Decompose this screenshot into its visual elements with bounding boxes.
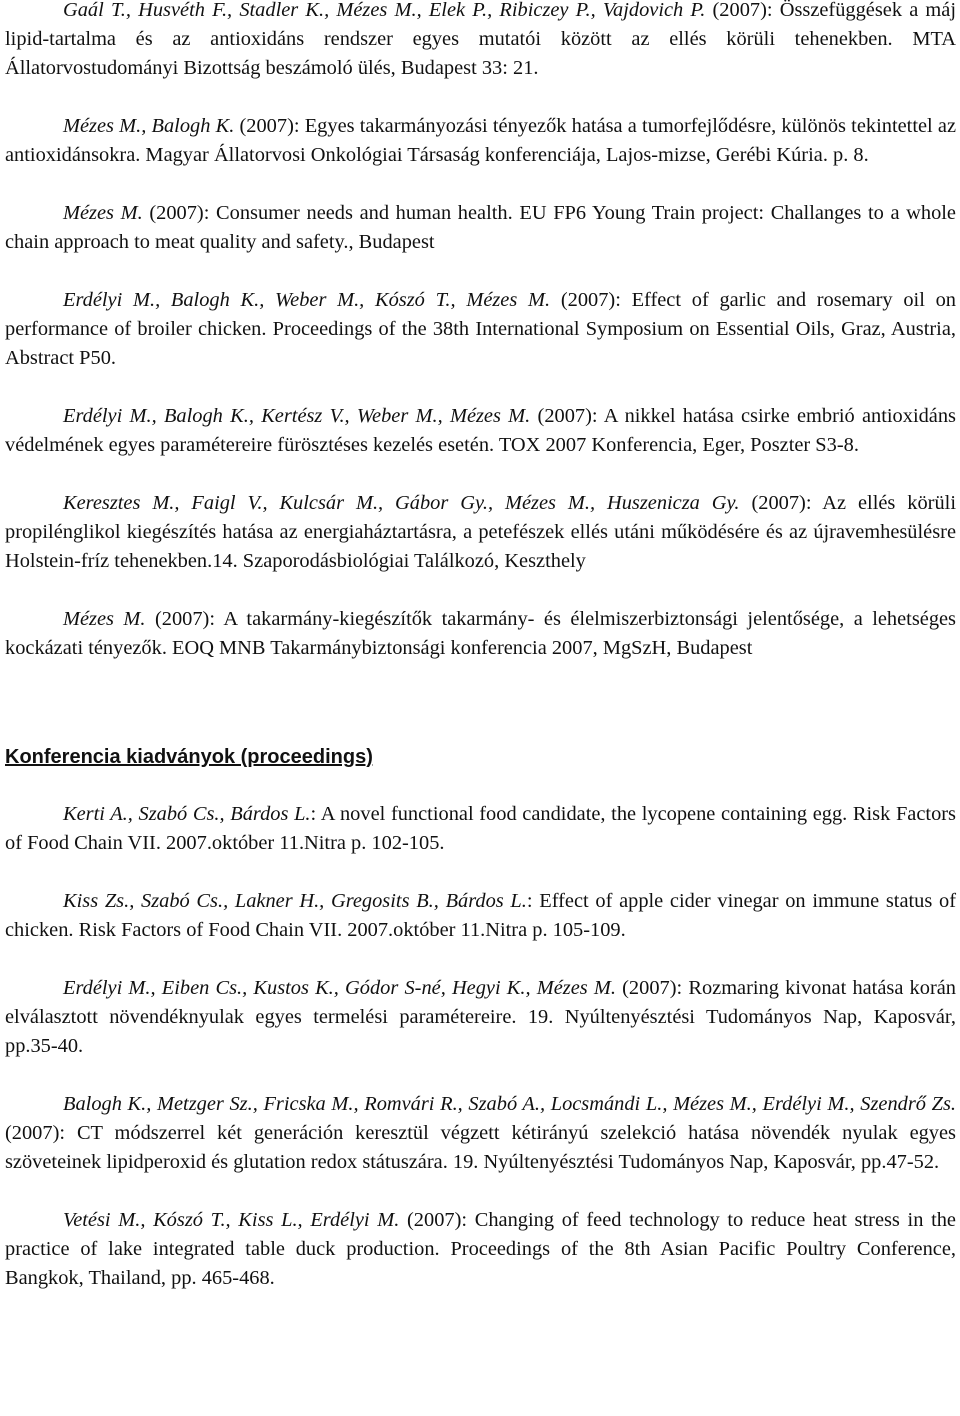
reference-text: : A nikkel hatása csirke embrió antioxidáns védelmének egyes paramétereire fürösztéses kezelés esetén. TOX 2007 Konferencia, Eger, Poszter S3-8. [5,405,956,456]
reference-entry [5,605,956,663]
reference-text: : A novel functional food candidate, the lycopene containing egg. Risk Factors of Food Chain VII. 2007.október 11.Nitra p. 102-105. [5,803,956,854]
reference-text: : Egyes takarmányozási tényezők hatása a tumorfejlődésre, különös tekintettel az antioxidánsokra. Magyar Állatorvosi Onkológiai Társaság konferenciája, Lajos-mizse, Gerébi Kúria. p. 8. [5,115,956,166]
reference-text: : Rozmaring kivonat hatása korán elválasztott növendéknyulak egyes termelési paramétereire. 19. Nyúltenyésztési Tudományos Nap, Kaposvár, pp.35-40. [5,977,956,1057]
reference-entry [5,974,956,1061]
reference-year: (2007) [149,202,204,224]
reference-text: : Changing of feed technology to reduce heat stress in the practice of lake integrated table duck production. Proceedings of the 8th Asian Pacific Poultry Conference, Bangkok, Thailand, pp. 465-468. [5,1209,956,1289]
reference-entry [5,0,956,83]
reference-entry [5,1206,956,1293]
reference-year: (2007) [622,977,677,999]
section-heading: Konferencia kiadványok (proceedings) [5,746,373,768]
reference-authors: Kerti A., Szabó Cs., Bárdos L. [63,803,311,825]
reference-year: (2007) [751,492,806,514]
reference-year: (2007) [239,115,294,137]
reference-year: (2007) [560,289,616,311]
reference-text: : Consumer needs and human health. EU FP6 Young Train project: Challanges to a whole chain approach to meat quality and safety., Budapest [5,202,956,253]
reference-text: : Effect of apple cider vinegar on immune status of chicken. Risk Factors of Food Chain VII. 2007.október 11.Nitra p. 105-109. [5,890,956,941]
reference-text: : Az ellés körüli propilénglikol kiegészítés hatása az energiaháztartásra, a petefészek ellés utáni működésére és az újravemhesülésre Holstein-fríz tehenekben.14. Szaporodásbiológiai Találkozó, Keszthely [5,492,956,572]
reference-entry [5,887,956,945]
document-page [5,0,956,1293]
reference-year: (2007) [5,1122,60,1144]
reference-text: : Effect of garlic and rosemary oil on performance of broiler chicken. Proceedings of the 38th International Symposium on Essential Oils, Graz, Austria, Abstract P50. [5,289,956,369]
reference-authors: Mézes M. [63,608,146,630]
reference-entry [5,199,956,257]
reference-authors: Erdélyi M., Eiben Cs., Kustos K., Gódor S-né, Hegyi K., Mézes M. [63,977,616,999]
reference-year: (2007) [712,0,767,21]
reference-entry [5,800,956,858]
reference-year: (2007) [537,405,592,427]
reference-authors: Mézes M. [63,202,143,224]
reference-authors: Mézes M., Balogh K. [63,115,235,137]
reference-text: : CT módszerrel két generáción keresztül végzett kétirányú szelekció hatása növendék nyulak egyes szöveteinek lipidperoxid és glutation redox státuszára. 19. Nyúltenyésztési Tudományos Nap, Kaposvár, pp.47-52. [5,1122,956,1173]
reference-authors: Keresztes M., Faigl V., Kulcsár M., Gábor Gy., Mézes M., Huszenicza Gy. [63,492,740,514]
reference-authors: Erdélyi M., Balogh K., Kertész V., Weber M., Mézes M. [63,405,531,427]
reference-entry [5,286,956,373]
reference-authors: Balogh K., Metzger Sz., Fricska M., Romvári R., Szabó A., Locsmándi L., Mézes M., Erdélyi M., Szendrő Zs. [63,1093,956,1115]
reference-year: (2007) [154,608,210,630]
reference-authors: Gaál T., Husvéth F., Stadler K., Mézes M., Elek P., Ribiczey P., Vajdovich P. [63,0,706,21]
reference-text: : Összefüggések a máj lipid-tartalma és az antioxidáns rendszer egyes mutatói között az ellés körüli tehenekben. MTA Állatorvostudományi Bizottság beszámoló ülés, Budapest 33: 21. [5,0,956,79]
reference-entry [5,112,956,170]
reference-text: : A takarmány-kiegészítők takarmány- és élelmiszerbiztonsági jelentősége, a lehetséges kockázati tényezők. EOQ MNB Takarmánybiztonsági konferencia 2007, MgSzH, Budapest [5,608,956,659]
reference-entry [5,489,956,576]
reference-year: (2007) [407,1209,462,1231]
reference-authors: Erdélyi M., Balogh K., Weber M., Kószó T., Mézes M. [63,289,551,311]
reference-authors: Kiss Zs., Szabó Cs., Lakner H., Gregosits B., Bárdos L. [63,890,527,912]
reference-entry [5,1090,956,1177]
reference-authors: Vetési M., Kószó T., Kiss L., Erdélyi M. [63,1209,400,1231]
reference-entry [5,402,956,460]
